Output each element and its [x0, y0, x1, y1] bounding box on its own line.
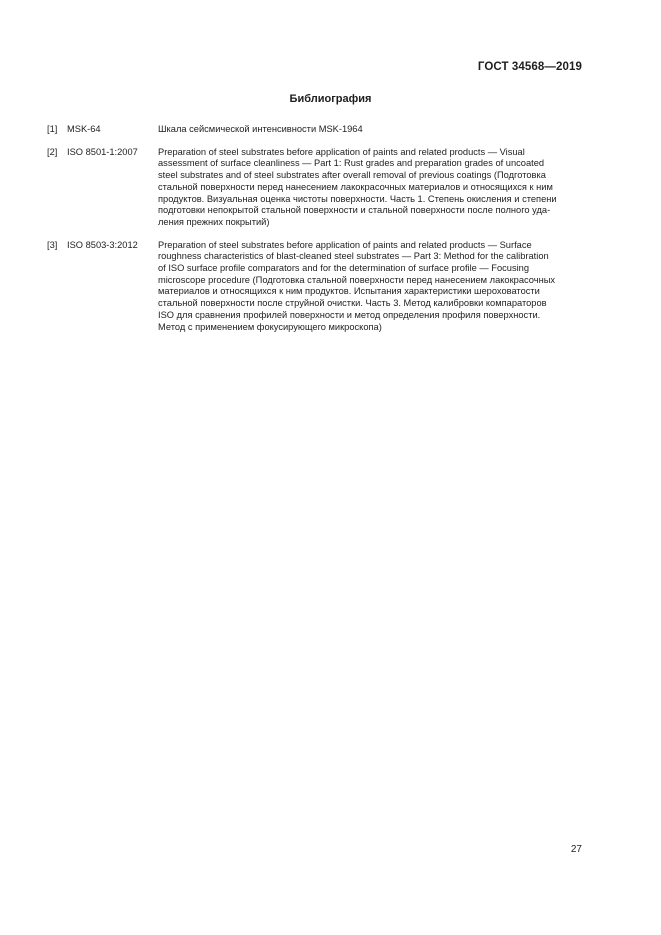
entry-code: ISO 8503-3:2012 — [67, 239, 138, 250]
page-number: 27 — [570, 844, 582, 855]
entry-text: Preparation of steel substrates before application of paints and related products — Visual assessment of surface cleanliness — Part 1: Rust grades and preparation grades of uncoated steel substrates and of steel substrates after overall removal of previous coatings (Подготовка стальной поверхности перед нанесением лакокрасочных материалов и относящихся к ним продуктов. Визуальная оценка чистоты поверхности. Часть 1. Степень окисления и степени подготовки непокрытой стальной поверхности и стальной поверхности после полного уда- ления прежних покрытий) — [158, 146, 557, 227]
entry-code: MSK-64 — [67, 124, 101, 134]
entry-text: Шкала сейсмической интенсивности MSK-1964 — [158, 124, 363, 134]
bibliography-title: Библиография — [289, 93, 372, 105]
entry-number: [3] — [47, 239, 58, 250]
document-code: ГОСТ 34568—2019 — [477, 61, 582, 73]
bibliography-list — [47, 124, 583, 344]
entry-code: ISO 8501-1:2007 — [67, 146, 138, 157]
entry-text: Preparation of steel substrates before application of paints and related products — Surface roughness characteristics of blast-cleaned steel substrates — Part 3: Method for the calibration of ISO surface profile comparators and for the determination of surface profile — Focusing microscope procedure (Подготовка стальной поверхности перед нанесением лакокрасочных материалов и относящихся к ним продуктов. Испытания характеристики шероховатости стальной поверхности после струйной очистки. Часть 3. Метод калибровки компараторов ISO для сравнения профилей поверхности и метод определения профиля поверхности. Метод с применением фокусирующего микроскопа) — [158, 239, 556, 332]
entry-number: [2] — [47, 146, 58, 157]
bibliography-entry — [47, 240, 583, 334]
bibliography-entry — [47, 124, 583, 136]
entry-number: [1] — [47, 124, 58, 134]
bibliography-entry — [47, 147, 583, 229]
